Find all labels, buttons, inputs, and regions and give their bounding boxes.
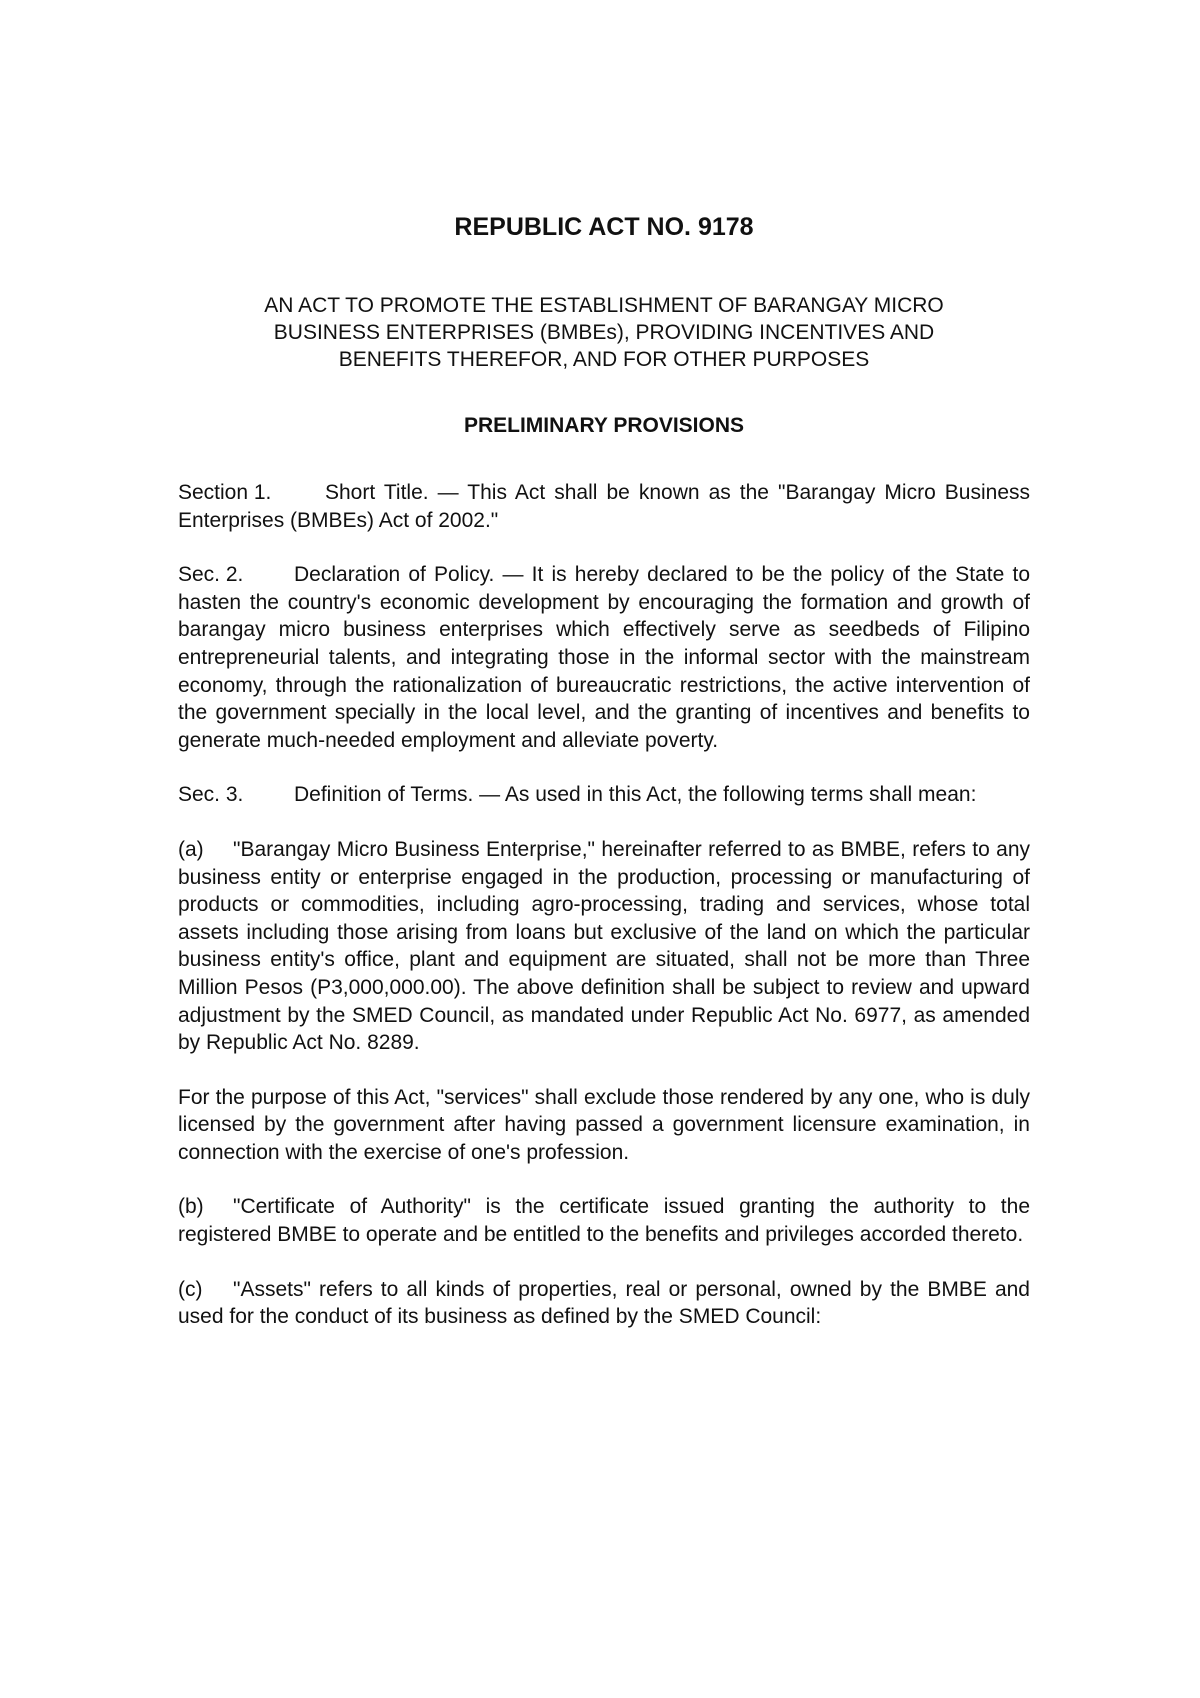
definition-b-certificate-of-authority — [178, 1193, 1030, 1248]
section-text: Definition of Terms. — As used in this Act, the following terms shall mean: — [294, 783, 977, 807]
act-title-line: AN ACT TO PROMOTE THE ESTABLISHMENT OF BARANGAY MICRO — [264, 294, 944, 317]
act-title-line: BENEFITS THEREFOR, AND FOR OTHER PURPOSES — [338, 348, 870, 371]
section-label: Sec. 2. — [178, 563, 244, 587]
definition-a-bmbe — [178, 836, 1030, 1057]
section-2-declaration-of-policy — [178, 561, 1030, 754]
definition-text: "Barangay Micro Business Enterprise," hereinafter referred to as BMBE, refers to any business entity or enterprise engaged in the production, processing or manufacturing of products or commodities, including agro-processing, trading and services, whose total assets including those arising from loans but exclusive of the land on which the particular business entity's office, plant and equipment are situated, shall not be more than Three Million Pesos (P3,000,000.00). The above definition shall be subject to review and upward adjustment by the SMED Council, as mandated under Republic Act No. 6977, as amended by Republic Act No. 8289. — [178, 837, 1030, 1055]
definition-label: (b) — [178, 1195, 204, 1219]
section-text: Declaration of Policy. — It is hereby declared to be the policy of the State to hasten the country's economic development by encouraging the formation and growth of barangay micro business enterprises which effectively serve as seedbeds of Filipino entrepreneurial talents, and integrating those in the informal sector with the mainstream economy, through the rationalization of bureaucratic restrictions, the active intervention of the government specially in the local level, and the granting of incentives and benefits to generate much-needed employment and alleviate poverty. — [178, 563, 1030, 752]
services-note: For the purpose of this Act, "services" shall exclude those rendered by any one, who is duly licensed by the government after having passed a government licensure examination, in connection with the exercise of one's profession. — [178, 1085, 1030, 1164]
definition-c-assets — [178, 1276, 1030, 1331]
section-1-short-title — [178, 479, 1030, 534]
section-label: Sec. 3. — [178, 783, 244, 807]
act-title — [178, 292, 1030, 373]
document-body — [178, 212, 1030, 1331]
section-text: Short Title. — This Act shall be known as the "Barangay Micro Business Enterprises (BMBEs) Act of 2002." — [178, 481, 1030, 532]
definition-label: (a) — [178, 837, 204, 861]
section-label: Section 1. — [178, 481, 272, 504]
act-title-line: BUSINESS ENTERPRISES (BMBEs), PROVIDING INCENTIVES AND — [273, 321, 935, 344]
section-3-definition-of-terms — [178, 781, 1030, 809]
definition-label: (c) — [178, 1277, 203, 1301]
definition-text: "Assets" refers to all kinds of properties, real or personal, owned by the BMBE and used for the conduct of its business as defined by the SMED Council: — [178, 1277, 1030, 1329]
act-number: REPUBLIC ACT NO. 9178 — [454, 213, 754, 241]
section-heading: PRELIMINARY PROVISIONS — [463, 414, 745, 437]
definition-text: "Certificate of Authority" is the certificate issued granting the authority to the registered BMBE to operate and be entitled to the benefits and privileges accorded thereto. — [178, 1195, 1030, 1247]
